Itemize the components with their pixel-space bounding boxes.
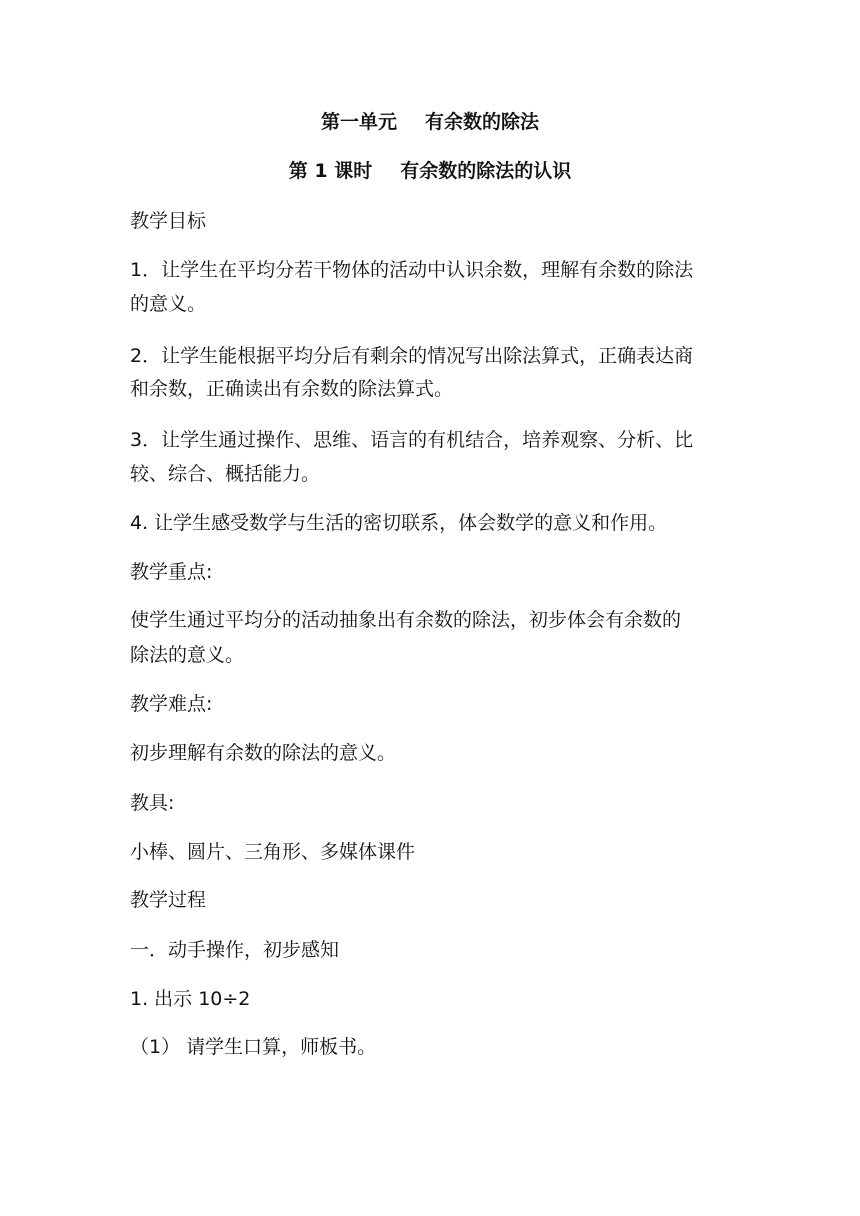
goal-4: 4. 让学生感受数学与生活的密切联系，体会数学的意义和作用。 bbox=[130, 512, 668, 534]
process-step-1-1-a: （1） 请学生口算，师板书。 bbox=[130, 1036, 377, 1058]
goal-3-line-2: 较、综合、概括能力。 bbox=[130, 463, 321, 485]
unit-title bbox=[0, 110, 860, 134]
process-step-1-1: 1. 出示 10÷2 bbox=[130, 988, 251, 1010]
difficulty-heading: 教学难点: bbox=[130, 693, 213, 715]
process-heading: 教学过程 bbox=[130, 889, 207, 911]
key-points-line-2: 除法的意义。 bbox=[130, 644, 245, 666]
goal-1-line-1: 1．让学生在平均分若干物体的活动中认识余数，理解有余数的除法 bbox=[130, 259, 694, 281]
unit-title-name: 有余数的除法 bbox=[425, 111, 540, 133]
key-points-heading: 教学重点: bbox=[130, 561, 213, 583]
goal-2-line-2: 和余数，正确读出有余数的除法算式。 bbox=[130, 378, 454, 400]
tools-heading: 教具: bbox=[130, 792, 175, 814]
goal-1-line-2: 的意义。 bbox=[130, 293, 207, 315]
key-points-line-1: 使学生通过平均分的活动抽象出有余数的除法，初步体会有余数的 bbox=[130, 609, 682, 631]
tools-text: 小棒、圆片、三角形、多媒体课件 bbox=[130, 841, 416, 863]
goals-heading: 教学目标 bbox=[130, 210, 207, 232]
process-step-1: 一．动手操作，初步感知 bbox=[130, 939, 340, 961]
difficulty-text: 初步理解有余数的除法的意义。 bbox=[130, 742, 397, 764]
lesson-title-name: 有余数的除法的认识 bbox=[400, 160, 572, 182]
lesson-title bbox=[0, 159, 860, 183]
lesson-title-number: 第 1 课时 bbox=[288, 160, 373, 182]
unit-title-number: 第一单元 bbox=[320, 111, 397, 133]
goal-3-line-1: 3．让学生通过操作、思维、语言的有机结合，培养观察、分析、比 bbox=[130, 429, 694, 451]
goal-2-line-1: 2．让学生能根据平均分后有剩余的情况写出除法算式，正确表达商 bbox=[130, 345, 694, 367]
